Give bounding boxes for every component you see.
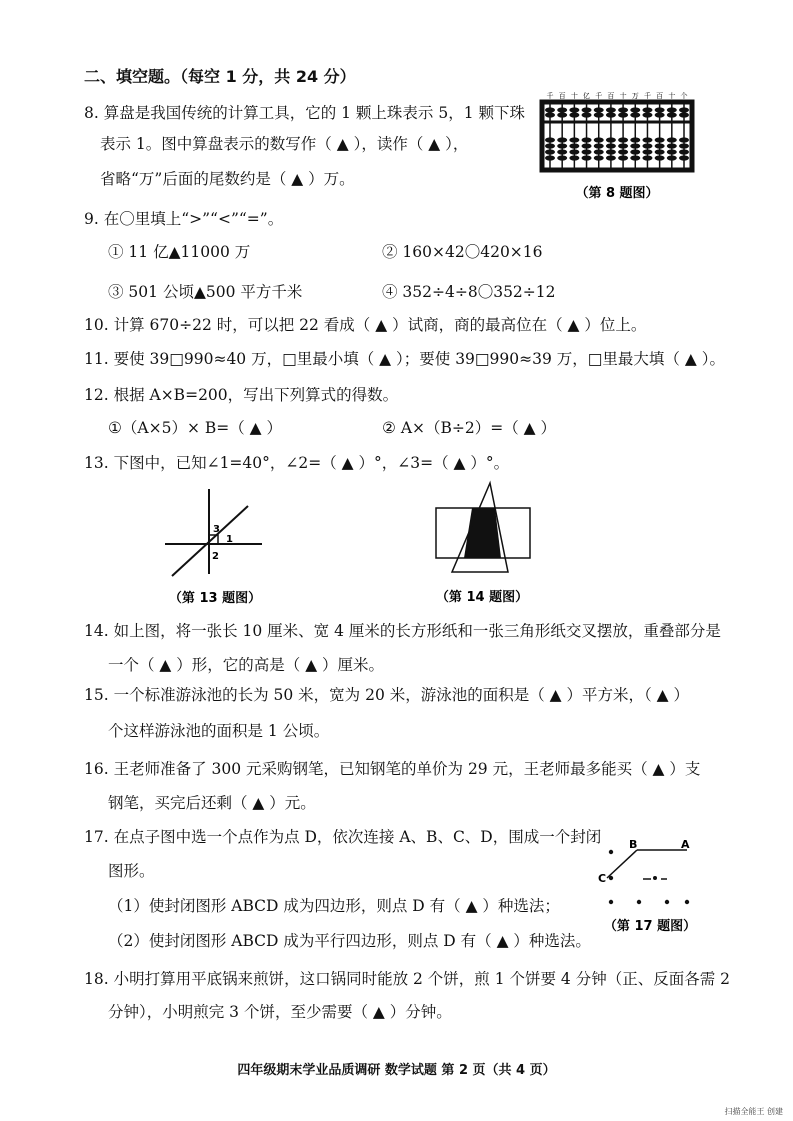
- abacus-upper-bead: [630, 112, 640, 117]
- abacus-lower-bead: [642, 155, 652, 160]
- abacus-lower-bead: [606, 155, 616, 160]
- abacus-upper-bead: [655, 107, 665, 112]
- abacus-upper-bead: [594, 107, 604, 112]
- q9-item-2: ② 160×42〇420×16: [382, 243, 543, 261]
- abacus-place-label: 百: [656, 92, 664, 100]
- abacus-place-label: 百: [558, 92, 566, 100]
- q15-line-2: 个这样游泳池的面积是 1 公顷。: [108, 722, 330, 740]
- abacus-lower-bead: [642, 137, 652, 142]
- q12-item-2: ② A×（B÷2）=（ ▲ ）: [382, 419, 557, 437]
- abacus-lower-bead: [557, 149, 567, 154]
- abacus-lower-bead: [679, 143, 689, 148]
- abacus-place-label: 个: [680, 92, 688, 100]
- abacus-lower-bead: [679, 149, 689, 154]
- abacus-place-label: 万: [631, 92, 639, 100]
- q14-line-2: 一个（ ▲ ）形，它的高是（ ▲ ）厘米。: [108, 656, 385, 674]
- abacus-place-label: 十: [619, 92, 627, 100]
- point-b-label: B: [629, 838, 638, 851]
- q12-item-1: ①（A×5）× B=（ ▲ ）: [108, 419, 283, 437]
- angle-3-label: 3: [213, 524, 220, 535]
- abacus-lower-bead: [667, 155, 677, 160]
- q16-line-2: 钢笔，买完后还剩（ ▲ ）元。: [108, 794, 316, 812]
- fig14-rect-triangle: [430, 480, 540, 608]
- abacus-place-label: 十: [668, 92, 676, 100]
- abacus-upper-bead: [667, 107, 677, 112]
- abacus-place-label: 亿: [583, 92, 591, 100]
- fig17-dot-grid: [595, 832, 705, 937]
- fig14-caption: （第 14 题图）: [435, 590, 529, 605]
- q8-line-2: 表示 1。图中算盘表示的数写作（ ▲ ），读作（ ▲ ），: [100, 135, 469, 153]
- abacus-upper-bead: [557, 107, 567, 112]
- point-a-label: A: [681, 838, 690, 851]
- fig17-caption: （第 17 题图）: [603, 919, 697, 934]
- abacus-place-labels: [547, 91, 688, 100]
- abacus-upper-bead: [679, 112, 689, 117]
- abacus-place-label: 千: [595, 92, 603, 100]
- q18-line-1: 18. 小明打算用平底锅来煎饼，这口锅同时能放 2 个饼，煎 1 个饼要 4 分钟（正、反面各需 2: [84, 970, 731, 988]
- section-title: 二、填空题。（每空 1 分，共 24 分）: [84, 67, 356, 86]
- abacus-lower-bead: [557, 137, 567, 142]
- abacus-lower-bead: [618, 137, 628, 142]
- abacus-lower-bead: [618, 155, 628, 160]
- abacus-upper-bead: [582, 112, 592, 117]
- q17-option-1: （1）使封闭图形 ABCD 成为四边形，则点 D 有（ ▲ ）种选法；: [108, 897, 560, 915]
- q17-option-2: （2）使封闭图形 ABCD 成为平行四边形，则点 D 有（ ▲ ）种选法。: [108, 932, 591, 950]
- fig8-caption: （第 8 题图）: [575, 186, 659, 201]
- abacus-lower-bead: [545, 137, 555, 142]
- abacus-upper-bead: [545, 112, 555, 117]
- abacus-place-label: 千: [546, 92, 554, 100]
- q8-line-3: 省略“万”后面的尾数约是（ ▲ ）万。: [100, 170, 355, 188]
- abacus-lower-bead: [667, 137, 677, 142]
- q9-item-1: ① 11 亿▲11000 万: [108, 243, 251, 261]
- abacus-lower-bead: [569, 149, 579, 154]
- q10-line: 10. 计算 670÷22 时，可以把 22 看成（ ▲ ）试商，商的最高位在（ ▲ ）位上。: [84, 316, 647, 334]
- abacus-lower-bead: [618, 143, 628, 148]
- abacus-upper-bead: [618, 112, 628, 117]
- abacus-lower-bead: [606, 143, 616, 148]
- point-c-label: C: [598, 872, 607, 885]
- abacus-lower-bead: [606, 137, 616, 142]
- q9-line: 9. 在〇里填上“>”“<”“=”。: [84, 210, 284, 228]
- abacus-lower-bead: [557, 155, 567, 160]
- abacus-lower-bead: [594, 143, 604, 148]
- angle-1-label: 1: [226, 534, 233, 545]
- abacus-lower-bead: [582, 149, 592, 154]
- abacus-lower-bead: [655, 149, 665, 154]
- abacus-lower-bead: [655, 137, 665, 142]
- q17-line-1: 17. 在点子图中选一个点作为点 D，依次连接 A、B、C、D，围成一个封闭: [84, 828, 602, 846]
- abacus-upper-bead: [667, 112, 677, 117]
- q15-line-1: 15. 一个标准游泳池的长为 50 米，宽为 20 米，游泳池的面积是（ ▲ ）平方米，（ ▲ ）: [84, 686, 690, 704]
- abacus-upper-bead: [582, 107, 592, 112]
- abacus-upper-bead: [569, 112, 579, 117]
- abacus-upper-bead: [630, 107, 640, 112]
- abacus-lower-bead: [679, 155, 689, 160]
- abacus-upper-bead: [557, 112, 567, 117]
- abacus-lower-bead: [594, 155, 604, 160]
- abacus-lower-bead: [594, 149, 604, 154]
- abacus-lower-bead: [606, 149, 616, 154]
- abacus-lower-bead: [630, 137, 640, 142]
- abacus-place-label: 十: [570, 92, 578, 100]
- q13-line: 13. 下图中，已知∠1=40°，∠2=（ ▲ ）°，∠3=（ ▲ ）°。: [84, 454, 510, 472]
- abacus-rods: [545, 104, 689, 168]
- q11-line: 11. 要使 39□990≈40 万，□里最小填（ ▲ ）；要使 39□990≈39 万，□里最大填（ ▲ ）。: [84, 350, 725, 368]
- abacus-lower-bead: [545, 155, 555, 160]
- abacus-upper-bead: [606, 107, 616, 112]
- abacus-lower-bead: [630, 143, 640, 148]
- abacus-upper-bead: [655, 112, 665, 117]
- abacus-figure: [532, 88, 702, 203]
- abacus-upper-bead: [642, 107, 652, 112]
- abacus-lower-bead: [545, 149, 555, 154]
- abacus-lower-bead: [679, 137, 689, 142]
- abacus-lower-bead: [642, 149, 652, 154]
- abacus-lower-bead: [557, 143, 567, 148]
- abacus-lower-bead: [582, 143, 592, 148]
- abacus-lower-bead: [630, 149, 640, 154]
- abacus-upper-bead: [594, 112, 604, 117]
- abacus-lower-bead: [569, 137, 579, 142]
- abacus-lower-bead: [582, 137, 592, 142]
- abacus-upper-bead: [618, 107, 628, 112]
- abacus-upper-bead: [606, 112, 616, 117]
- abacus-lower-bead: [667, 149, 677, 154]
- page-footer: 四年级期末学业品质调研 数学试题 第 2 页（共 4 页）: [237, 1063, 556, 1078]
- abacus-lower-bead: [667, 143, 677, 148]
- fig13-angles: [160, 484, 270, 609]
- abacus-lower-bead: [582, 155, 592, 160]
- q17-line-2: 图形。: [108, 862, 155, 880]
- q12-line: 12. 根据 A×B=200，写出下列算式的得数。: [84, 386, 399, 404]
- q9-item-3: ③ 501 公顷▲500 平方千米: [108, 283, 303, 301]
- abacus-upper-bead: [545, 107, 555, 112]
- abacus-place-label: 千: [643, 92, 651, 100]
- abacus-lower-bead: [569, 143, 579, 148]
- abacus-lower-bead: [545, 143, 555, 148]
- fig13-caption: （第 13 题图）: [168, 591, 262, 606]
- scanner-watermark: 扫描全能王 创建: [724, 1107, 783, 1116]
- q18-line-2: 分钟），小明煎完 3 个饼，至少需要（ ▲ ）分钟。: [108, 1003, 452, 1021]
- abacus-lower-bead: [655, 143, 665, 148]
- abacus-lower-bead: [642, 143, 652, 148]
- abacus-upper-bead: [642, 112, 652, 117]
- abacus-lower-bead: [618, 149, 628, 154]
- q9-item-4: ④ 352÷4÷8〇352÷12: [382, 283, 556, 301]
- abacus-place-label: 百: [607, 92, 615, 100]
- abacus-lower-bead: [655, 155, 665, 160]
- q8-line-1: 8. 算盘是我国传统的计算工具，它的 1 颗上珠表示 5，1 颗下珠: [84, 104, 526, 122]
- abacus-lower-bead: [569, 155, 579, 160]
- abacus-upper-bead: [569, 107, 579, 112]
- abacus-lower-bead: [630, 155, 640, 160]
- abacus-lower-bead: [594, 137, 604, 142]
- q14-line-1: 14. 如上图，将一张长 10 厘米、宽 4 厘米的长方形纸和一张三角形纸交叉摆放，重叠部分是: [84, 622, 721, 640]
- abacus-upper-bead: [679, 107, 689, 112]
- q16-line-1: 16. 王老师准备了 300 元采购钢笔，已知钢笔的单价为 29 元，王老师最多能买（ ▲ ）支: [84, 760, 701, 778]
- angle-2-label: 2: [212, 551, 219, 562]
